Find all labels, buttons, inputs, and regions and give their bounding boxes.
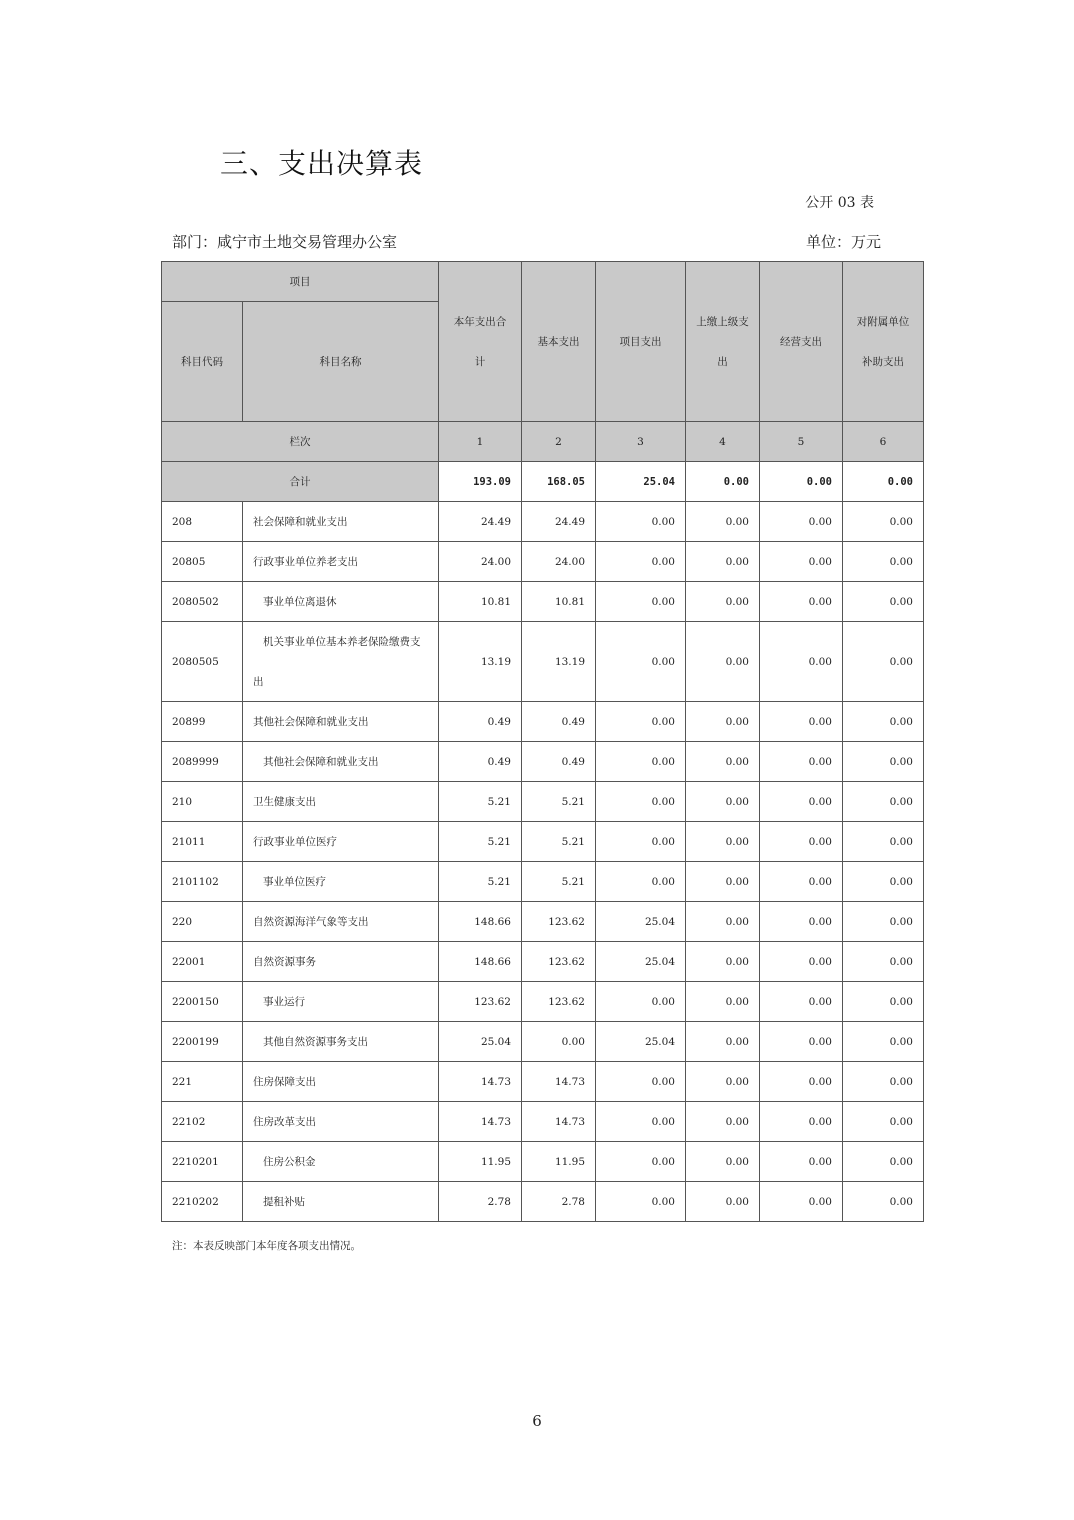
header-code: 科目代码 [162, 302, 243, 422]
row-value: 0.00 [596, 542, 686, 582]
row-value: 0.49 [522, 702, 596, 742]
total-value: 0.00 [686, 462, 760, 502]
row-value: 123.62 [522, 982, 596, 1022]
row-value: 0.00 [843, 1142, 924, 1182]
row-value: 14.73 [439, 1062, 522, 1102]
row-value: 13.19 [439, 622, 522, 702]
row-value: 13.19 [522, 622, 596, 702]
row-value: 0.00 [760, 1022, 843, 1062]
table-row [162, 1022, 924, 1062]
row-value: 0.00 [760, 502, 843, 542]
row-value: 25.04 [596, 1022, 686, 1062]
row-value: 0.00 [760, 862, 843, 902]
header-col-5: 经营支出 [760, 262, 843, 422]
total-value: 0.00 [843, 462, 924, 502]
row-value: 24.00 [439, 542, 522, 582]
page-number: 6 [532, 1412, 542, 1430]
row-value: 0.00 [760, 982, 843, 1022]
table-row [162, 1142, 924, 1182]
row-value: 0.00 [686, 1062, 760, 1102]
row-value: 0.00 [596, 1182, 686, 1222]
total-value: 193.09 [439, 462, 522, 502]
total-label: 合计 [162, 462, 439, 502]
row-value: 0.00 [843, 902, 924, 942]
row-value: 0.00 [522, 1022, 596, 1062]
row-value: 25.04 [596, 902, 686, 942]
row-name: 行政事业单位养老支出 [243, 542, 439, 582]
header-item: 项目 [162, 262, 439, 302]
row-value: 0.00 [760, 1062, 843, 1102]
row-name: 事业单位离退休 [243, 582, 439, 622]
form-number: 公开 03 表 [805, 195, 874, 211]
row-value: 14.73 [522, 1062, 596, 1102]
row-code: 20899 [162, 702, 243, 742]
row-code: 22102 [162, 1102, 243, 1142]
row-name: 卫生健康支出 [243, 782, 439, 822]
table-row [162, 782, 924, 822]
row-value: 0.00 [843, 1022, 924, 1062]
row-code: 2080502 [162, 582, 243, 622]
row-value: 0.00 [843, 502, 924, 542]
col-no: 2 [522, 422, 596, 462]
row-value: 14.73 [522, 1102, 596, 1142]
row-value: 0.00 [686, 902, 760, 942]
header-col-2: 基本支出 [522, 262, 596, 422]
row-value: 25.04 [439, 1022, 522, 1062]
row-name: 住房公积金 [243, 1142, 439, 1182]
header-name: 科目名称 [243, 302, 439, 422]
row-value: 0.49 [439, 742, 522, 782]
row-value: 0.00 [596, 702, 686, 742]
row-name: 住房改革支出 [243, 1102, 439, 1142]
row-value: 25.04 [596, 942, 686, 982]
row-value: 10.81 [439, 582, 522, 622]
row-value: 0.00 [686, 742, 760, 782]
row-value: 123.62 [522, 942, 596, 982]
row-name: 社会保障和就业支出 [243, 502, 439, 542]
row-code: 2210202 [162, 1182, 243, 1222]
row-code: 221 [162, 1062, 243, 1102]
row-value: 0.00 [843, 1102, 924, 1142]
row-name: 其他社会保障和就业支出 [243, 742, 439, 782]
row-value: 0.00 [686, 702, 760, 742]
row-value: 0.00 [760, 542, 843, 582]
row-value: 0.00 [843, 742, 924, 782]
row-value: 0.00 [686, 1102, 760, 1142]
row-value: 24.49 [439, 502, 522, 542]
col-no: 6 [843, 422, 924, 462]
col-no: 1 [439, 422, 522, 462]
row-value: 148.66 [439, 902, 522, 942]
row-value: 0.00 [686, 782, 760, 822]
row-value: 0.00 [760, 1182, 843, 1222]
row-value: 0.00 [843, 942, 924, 982]
row-value: 5.21 [439, 782, 522, 822]
row-value: 0.00 [686, 1022, 760, 1062]
row-value: 0.00 [686, 1142, 760, 1182]
row-value: 5.21 [439, 862, 522, 902]
row-value: 0.00 [760, 902, 843, 942]
row-value: 0.49 [522, 742, 596, 782]
row-code: 2089999 [162, 742, 243, 782]
header-col-no-label: 栏次 [162, 422, 439, 462]
row-value: 0.00 [760, 622, 843, 702]
row-code: 210 [162, 782, 243, 822]
row-code: 220 [162, 902, 243, 942]
row-value: 0.00 [760, 582, 843, 622]
row-value: 2.78 [439, 1182, 522, 1222]
row-value: 0.00 [686, 862, 760, 902]
table-row [162, 982, 924, 1022]
row-code: 21011 [162, 822, 243, 862]
row-value: 0.00 [596, 1062, 686, 1102]
header-col-3: 项目支出 [596, 262, 686, 422]
table-row [162, 542, 924, 582]
expenditure-table [161, 261, 924, 1222]
row-code: 20805 [162, 542, 243, 582]
row-value: 0.00 [596, 822, 686, 862]
table-row [162, 1182, 924, 1222]
total-value: 168.05 [522, 462, 596, 502]
table-row [162, 742, 924, 782]
row-value: 0.00 [760, 822, 843, 862]
row-value: 0.00 [843, 582, 924, 622]
table-row [162, 1102, 924, 1142]
row-value: 0.00 [686, 942, 760, 982]
row-value: 148.66 [439, 942, 522, 982]
row-value: 0.00 [843, 862, 924, 902]
row-value: 0.00 [760, 782, 843, 822]
row-name: 事业单位医疗 [243, 862, 439, 902]
row-value: 0.00 [760, 702, 843, 742]
row-code: 2200199 [162, 1022, 243, 1062]
row-value: 123.62 [439, 982, 522, 1022]
total-value: 25.04 [596, 462, 686, 502]
row-value: 0.49 [439, 702, 522, 742]
row-name: 机关事业单位基本养老保险缴费支 出 [243, 622, 439, 702]
table-row [162, 502, 924, 542]
table-note: 注：本表反映部门本年度各项支出情况。 [172, 1240, 361, 1252]
row-value: 0.00 [596, 742, 686, 782]
table-row [162, 822, 924, 862]
row-value: 5.21 [439, 822, 522, 862]
row-value: 2.78 [522, 1182, 596, 1222]
row-value: 0.00 [760, 1142, 843, 1182]
row-name: 自然资源海洋气象等支出 [243, 902, 439, 942]
row-name: 其他社会保障和就业支出 [243, 702, 439, 742]
table-row [162, 902, 924, 942]
col-no: 5 [760, 422, 843, 462]
row-value: 0.00 [843, 1062, 924, 1102]
row-value: 14.73 [439, 1102, 522, 1142]
row-value: 0.00 [843, 702, 924, 742]
row-value: 11.95 [522, 1142, 596, 1182]
row-value: 0.00 [596, 502, 686, 542]
row-code: 22001 [162, 942, 243, 982]
row-name: 事业运行 [243, 982, 439, 1022]
row-value: 24.00 [522, 542, 596, 582]
row-value: 0.00 [686, 542, 760, 582]
col-no: 3 [596, 422, 686, 462]
row-value: 0.00 [843, 782, 924, 822]
row-value: 0.00 [686, 582, 760, 622]
row-code: 2200150 [162, 982, 243, 1022]
table-row [162, 1062, 924, 1102]
row-value: 0.00 [596, 1142, 686, 1182]
row-value: 0.00 [596, 782, 686, 822]
row-value: 0.00 [843, 622, 924, 702]
header-col-6: 对附属单位 补助支出 [843, 262, 924, 422]
row-value: 0.00 [760, 742, 843, 782]
row-value: 0.00 [686, 622, 760, 702]
row-value: 10.81 [522, 582, 596, 622]
department-label: 部门：咸宁市土地交易管理办公室 [172, 233, 398, 251]
row-value: 0.00 [760, 1102, 843, 1142]
table-row [162, 582, 924, 622]
row-name: 行政事业单位医疗 [243, 822, 439, 862]
row-code: 2210201 [162, 1142, 243, 1182]
row-value: 5.21 [522, 782, 596, 822]
row-value: 0.00 [596, 862, 686, 902]
row-name: 自然资源事务 [243, 942, 439, 982]
table-row [162, 942, 924, 982]
total-value: 0.00 [760, 462, 843, 502]
table-row [162, 622, 924, 702]
row-value: 0.00 [596, 1102, 686, 1142]
row-value: 0.00 [843, 1182, 924, 1222]
row-value: 0.00 [760, 942, 843, 982]
table-row [162, 862, 924, 902]
row-code: 208 [162, 502, 243, 542]
row-value: 0.00 [686, 982, 760, 1022]
page-title: 三、支出决算表 [220, 147, 424, 180]
row-value: 5.21 [522, 862, 596, 902]
row-name: 住房保障支出 [243, 1062, 439, 1102]
row-code: 2101102 [162, 862, 243, 902]
row-value: 123.62 [522, 902, 596, 942]
row-value: 24.49 [522, 502, 596, 542]
row-value: 0.00 [843, 542, 924, 582]
header-col-4: 上缴上级支 出 [686, 262, 760, 422]
row-value: 0.00 [843, 982, 924, 1022]
unit-label: 单位：万元 [806, 233, 882, 251]
row-name: 其他自然资源事务支出 [243, 1022, 439, 1062]
header-col-1: 本年支出合 计 [439, 262, 522, 422]
row-value: 0.00 [686, 502, 760, 542]
row-value: 0.00 [686, 1182, 760, 1222]
row-value: 5.21 [522, 822, 596, 862]
table-row [162, 702, 924, 742]
row-code: 2080505 [162, 622, 243, 702]
row-value: 11.95 [439, 1142, 522, 1182]
row-value: 0.00 [686, 822, 760, 862]
row-value: 0.00 [843, 822, 924, 862]
row-name: 提租补贴 [243, 1182, 439, 1222]
total-row [162, 462, 924, 502]
row-value: 0.00 [596, 622, 686, 702]
col-no: 4 [686, 422, 760, 462]
row-value: 0.00 [596, 582, 686, 622]
row-value: 0.00 [596, 982, 686, 1022]
